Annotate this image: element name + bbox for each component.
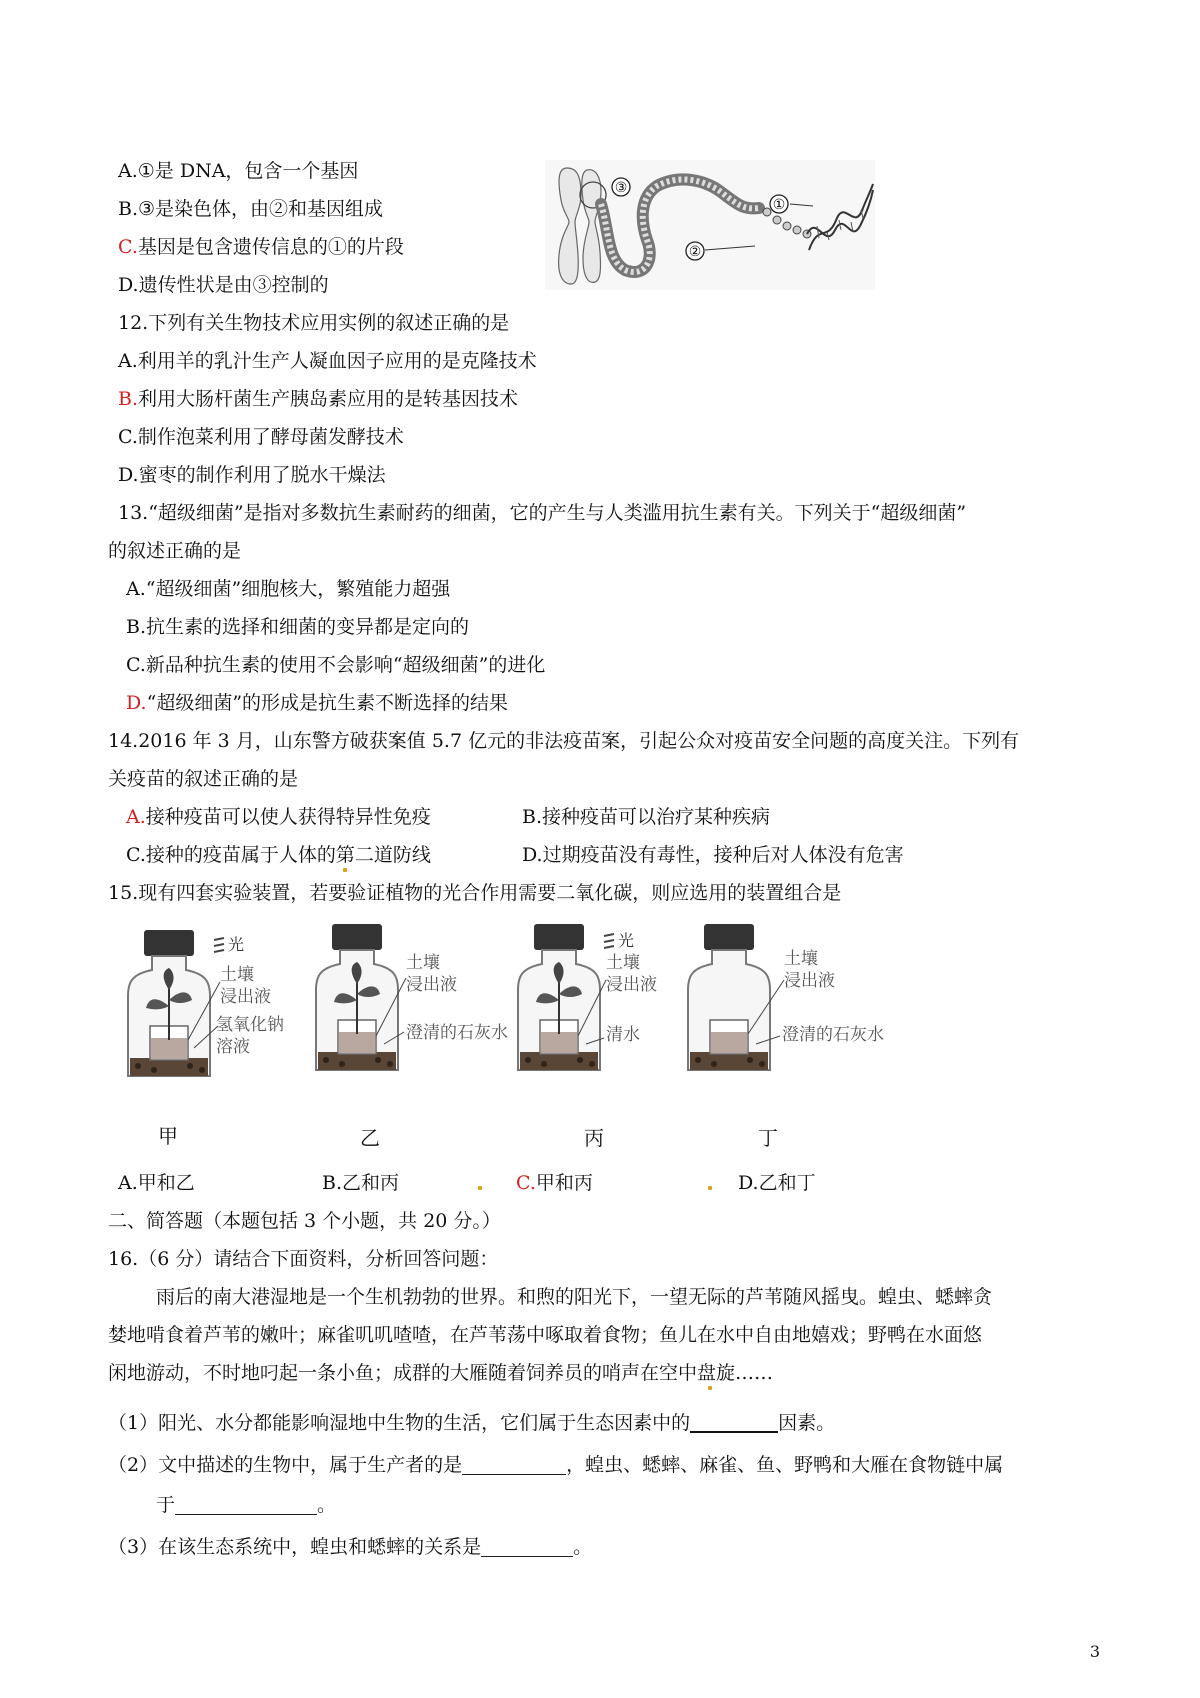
answer-blank[interactable] [175, 1494, 317, 1515]
q14-stem-line2: 关疫苗的叙述正确的是 [108, 768, 299, 790]
naoh-label: 氢氧化钠溶液 [216, 1015, 284, 1057]
q13-option-c: C.新品种抗生素的使用不会影响“超级细菌”的进化 [126, 654, 546, 676]
q14-option-a-text: 接种疫苗可以使人获得特异性免疫 [145, 806, 431, 828]
q12-option-d: D.蜜枣的制作利用了脱水干燥法 [118, 464, 386, 486]
q13-option-b: B.抗生素的选择和细菌的变异都是定向的 [126, 616, 470, 638]
decorative-dot [343, 868, 347, 872]
decorative-dot [708, 1386, 712, 1390]
q14-option-c: C.接种的疫苗属于人体的第二道防线 [126, 844, 431, 866]
q11-option-a: A.①是 DNA，包含一个基因 [118, 160, 359, 182]
q15-option-c-text: 甲和丙 [535, 1172, 593, 1194]
answer-mark: D. [126, 692, 147, 714]
limewater-label: 澄清的石灰水 [782, 1025, 884, 1045]
q13-option-d-text: “超级细菌”的形成是抗生素不断选择的结果 [146, 692, 509, 714]
q16-sub2-suffix: ，蝗虫、蟋蟀、麻雀、鱼、野鸭和大雁在食物链中属 [566, 1454, 1004, 1476]
q12-option-a: A.利用羊的乳汁生产人凝血因子应用的是克隆技术 [118, 350, 537, 372]
jar-caption-yi: 乙 [360, 1126, 380, 1150]
q16-sub2-cont [156, 1492, 336, 1518]
section-heading: 二、简答题（本题包括 3 个小题，共 20 分。） [108, 1210, 501, 1232]
q15-option-c [516, 1170, 593, 1196]
q16-sub1-suffix: 因素。 [778, 1412, 836, 1434]
soil-extract-label: 土壤浸出液 [784, 949, 835, 991]
page-number: 3 [1089, 1642, 1100, 1661]
q13-option-d [126, 690, 508, 716]
experiment-apparatus-figure [124, 924, 964, 1114]
q16-stem: 16.（6 分）请结合下面资料，分析回答问题： [108, 1248, 499, 1270]
q16-sub2 [108, 1452, 1003, 1478]
q11-option-c-text: 基因是包含遗传信息的①的片段 [137, 236, 404, 258]
label-2: ② [688, 244, 702, 260]
q11-option-c [118, 234, 404, 260]
q16-sub3-end: 。 [573, 1536, 593, 1558]
label-1: ① [772, 197, 786, 213]
answer-mark: A. [126, 806, 146, 828]
chromosome-dna-figure [545, 160, 875, 290]
answer-blank[interactable] [481, 1536, 573, 1557]
q16-sub1-text: （1）阳光、水分都能影响湿地中生物的生活，它们属于生态因素中的 [108, 1412, 691, 1434]
answer-mark: C. [118, 236, 138, 258]
jar-ding [688, 924, 884, 1070]
q15-option-d: D.乙和丁 [738, 1172, 816, 1194]
q16-sub2-cont-text: 于 [156, 1494, 176, 1516]
answer-mark: C. [516, 1172, 536, 1194]
q11-option-b: B.③是染色体，由②和基因组成 [118, 198, 384, 220]
q16-passage-line1: 雨后的南大港湿地是一个生机勃勃的世界。和煦的阳光下，一望无际的芦苇随风摇曳。蝗虫、蟋蟀贪 [156, 1286, 993, 1308]
limewater-label: 澄清的石灰水 [406, 1023, 508, 1043]
q16-sub3 [108, 1534, 592, 1560]
jar-jia [128, 930, 284, 1076]
jar-bing [518, 924, 657, 1070]
answer-blank[interactable] [690, 1411, 778, 1433]
answer-mark: B. [118, 388, 139, 410]
q12-stem: 12.下列有关生物技术应用实例的叙述正确的是 [118, 312, 510, 334]
jar-caption-ding: 丁 [758, 1126, 778, 1150]
soil-extract-label: 土壤浸出液 [220, 965, 271, 1007]
q14-option-b: B.接种疫苗可以治疗某种疾病 [522, 806, 771, 828]
light-label: 光 [618, 931, 635, 950]
q13-stem-line2: 的叙述正确的是 [108, 540, 242, 562]
jar-caption-bing: 丙 [584, 1126, 604, 1150]
q16-sub2-text: （2）文中描述的生物中，属于生产者的是 [108, 1454, 463, 1476]
answer-blank[interactable] [462, 1454, 566, 1475]
soil-extract-label: 土壤浸出液 [406, 953, 457, 995]
q12-option-b-text: 利用大肠杆菌生产胰岛素应用的是转基因技术 [138, 388, 519, 410]
decorative-dot [478, 1186, 482, 1190]
q13-stem-line1: 13.“超级细菌”是指对多数抗生素耐药的细菌，它的产生与人类滥用抗生素有关。下列关于“超级细菌” [118, 502, 967, 524]
q16-sub3-text: （3）在该生态系统中，蝗虫和蟋蟀的关系是 [108, 1536, 482, 1558]
q14-option-a [126, 804, 431, 830]
q14-stem-line1: 14.2016 年 3 月，山东警方破获案值 5.7 亿元的非法疫苗案，引起公众对疫苗安全问题的高度关注。下列有 [108, 730, 1020, 752]
q16-sub1 [108, 1410, 835, 1436]
soil-extract-label: 土壤浸出液 [606, 953, 657, 995]
jar-caption-jia: 甲 [158, 1124, 178, 1148]
water-label: 清水 [606, 1025, 640, 1045]
label-3: ③ [614, 180, 628, 196]
q13-option-a: A.“超级细菌”细胞核大，繁殖能力超强 [126, 578, 451, 600]
q16-sub2-end: 。 [317, 1494, 337, 1516]
q11-option-d: D.遗传性状是由③控制的 [118, 274, 329, 296]
q15-option-b: B.乙和丙 [322, 1172, 400, 1194]
jar-yi [316, 924, 508, 1070]
q12-option-c: C.制作泡菜利用了酵母菌发酵技术 [118, 426, 404, 448]
q12-option-b [118, 386, 518, 412]
q16-passage-line2: 婪地啃食着芦苇的嫩叶；麻雀叽叽喳喳，在芦苇荡中啄取着食物；鱼儿在水中自由地嬉戏；野鸭在水面悠 [108, 1324, 983, 1346]
q15-stem: 15.现有四套实验装置，若要验证植物的光合作用需要二氧化碳，则应选用的装置组合是 [108, 882, 842, 904]
q15-option-a: A.甲和乙 [118, 1172, 195, 1194]
decorative-dot [708, 1186, 712, 1190]
q14-option-d: D.过期疫苗没有毒性，接种后对人体没有危害 [522, 844, 904, 866]
q16-passage-line3: 闲地游动，不时地叼起一条小鱼；成群的大雁随着饲养员的哨声在空中盘旋…… [108, 1362, 774, 1384]
light-label: 光 [228, 935, 245, 954]
